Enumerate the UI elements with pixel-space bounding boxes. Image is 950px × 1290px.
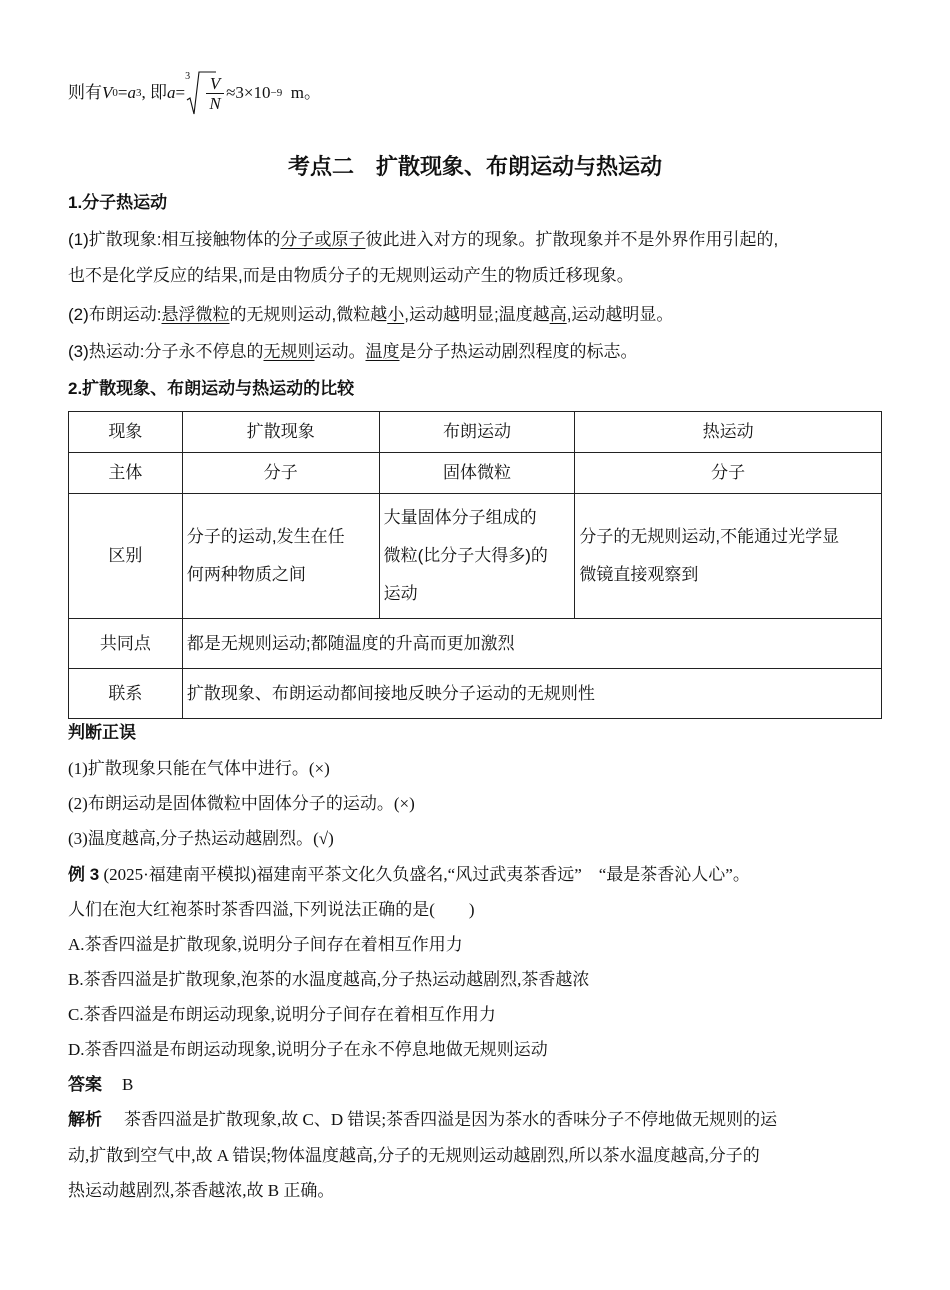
formula-prefix: 则有 — [68, 83, 102, 102]
table-header-cell: 扩散现象 — [182, 412, 379, 453]
formula-approx: ≈3×10 — [226, 83, 271, 102]
answer-line — [68, 1074, 882, 1096]
text-segment: 运动。 — [314, 342, 366, 361]
formula-unit: m。 — [282, 83, 321, 102]
underlined-term: 高 — [549, 305, 567, 324]
formula-v0-sub: 0 — [112, 87, 118, 99]
cube-root-sign — [186, 70, 216, 116]
formula-a2: a — [166, 83, 176, 102]
section-title: 考点二 扩散现象、布朗运动与热运动 — [287, 154, 662, 179]
text-segment: 是分子热运动剧烈程度的标志。 — [399, 342, 638, 361]
text-segment: ,运动越明显。 — [566, 305, 674, 324]
radical-icon — [186, 70, 216, 116]
text-segment: (2)布朗运动: — [68, 305, 162, 324]
text-segment: 的无规则运动,微粒越 — [229, 305, 388, 324]
formula-v0-var: V — [102, 83, 113, 102]
s1-paragraph-3 — [68, 341, 882, 363]
fraction-numerator: V — [209, 73, 221, 93]
cell-line: 分子的无规则运动,不能通过光学显 — [579, 527, 840, 546]
table-row — [69, 494, 882, 619]
judge-title: 判断正误 — [68, 723, 136, 742]
table-row — [69, 453, 882, 494]
cell-line: 分子的运动,发生在任 — [186, 527, 345, 546]
table-cell: 共同点 — [69, 619, 183, 669]
underlined-term: 温度 — [365, 342, 400, 361]
analysis-line-1 — [68, 1109, 882, 1131]
s1-paragraph-1 — [68, 229, 882, 251]
table-cell — [575, 494, 882, 619]
table-cell: 联系 — [69, 669, 183, 719]
underlined-term: 分子或原子 — [280, 230, 366, 249]
root-index: 3 — [185, 71, 191, 82]
cell-line: 大量固体分子组成的 — [383, 508, 537, 527]
text-segment: ,运动越明显;温度越 — [404, 305, 550, 324]
s1-title: 1.分子热运动 — [68, 193, 168, 212]
table-header-cell: 热运动 — [575, 412, 882, 453]
table-cell — [182, 494, 379, 619]
fraction-denominator: N — [209, 93, 221, 113]
underlined-term: 悬浮微粒 — [161, 305, 230, 324]
answer-value: B — [122, 1075, 134, 1094]
option-a: A.茶香四溢是扩散现象,说明分子间存在着相互作用力 — [68, 935, 463, 954]
text-segment: (1)扩散现象:相互接触物体的 — [68, 230, 281, 249]
cell-line: 微粒(比分子大得多)的 — [383, 546, 548, 565]
option-d: D.茶香四溢是布朗运动现象,说明分子在永不停息地做无规则运动 — [68, 1040, 548, 1059]
table-header-row — [69, 412, 882, 453]
example-line-1 — [68, 864, 882, 886]
table-cell: 主体 — [69, 453, 183, 494]
table-cell: 区别 — [69, 494, 183, 619]
judge-item: (3)温度越高,分子热运动越剧烈。(√) — [68, 829, 334, 848]
table-cell: 都是无规则运动;都随温度的升高而更加激烈 — [182, 619, 881, 669]
table-header-cell: 现象 — [69, 412, 183, 453]
cell-line: 运动 — [383, 584, 418, 603]
formula-a1: a — [127, 83, 136, 102]
formula-a-exp: 3 — [135, 87, 142, 99]
cell-line: 何两种物质之间 — [186, 565, 306, 584]
s2-title: 2.扩散现象、布朗运动与热运动的比较 — [68, 379, 355, 398]
table-cell: 分子 — [182, 453, 379, 494]
text-segment: 彼此进入对方的现象。扩散现象并不是外界作用引起的, — [365, 230, 779, 249]
table-cell: 分子 — [575, 453, 882, 494]
formula-comma: , 即 — [141, 83, 167, 102]
analysis-line-2: 动,扩散到空气中,故 A 错误;物体温度越高,分子的无规则运动越剧烈,所以茶水温度越高,分子的 — [68, 1146, 760, 1165]
judge-item: (1)扩散现象只能在气体中进行。(×) — [68, 759, 330, 778]
option-b: B.茶香四溢是扩散现象,泡茶的水温度越高,分子热运动越剧烈,茶香越浓 — [68, 970, 590, 989]
analysis-line-3: 热运动越剧烈,茶香越浓,故 B 正确。 — [68, 1181, 335, 1200]
underlined-term: 无规则 — [263, 342, 315, 361]
answer-label: 答案 — [68, 1075, 102, 1094]
option-c: C.茶香四溢是布朗运动现象,说明分子间存在着相互作用力 — [68, 1005, 496, 1024]
formula-line — [68, 70, 882, 116]
table-header-cell: 布朗运动 — [379, 412, 575, 453]
table-row — [69, 669, 882, 719]
s1-paragraph-2 — [68, 304, 882, 326]
example-label: 例 3 — [68, 865, 100, 884]
example-text: (2025·福建南平模拟)福建南平茶文化久负盛名,“风过武夷茶香远” “最是茶香沁人心”。 — [99, 865, 750, 884]
table-cell: 扩散现象、布朗运动都间接地反映分子运动的无规则性 — [182, 669, 881, 719]
analysis-label: 解析 — [68, 1110, 102, 1129]
formula-eq1: = — [117, 83, 128, 102]
table-cell — [379, 494, 575, 619]
table-cell: 固体微粒 — [379, 453, 575, 494]
formula-exp: −9 — [270, 87, 283, 99]
cell-line: 微镜直接观察到 — [579, 565, 699, 584]
table-row — [69, 619, 882, 669]
comparison-table — [68, 411, 882, 719]
underlined-term: 小 — [387, 305, 405, 324]
formula-eq2: = — [175, 83, 186, 102]
text-segment: (3)热运动:分子永不停息的 — [68, 342, 264, 361]
analysis-text: 茶香四溢是扩散现象,故 C、D 错误;茶香四溢是因为茶水的香味分子不停地做无规则的运 — [124, 1110, 778, 1129]
example-line-2: 人们在泡大红袍茶时茶香四溢,下列说法正确的是( ) — [68, 900, 475, 919]
judge-item: (2)布朗运动是固体微粒中固体分子的运动。(×) — [68, 794, 415, 813]
s1-paragraph-1-cont: 也不是化学反应的结果,而是由物质分子的无规则运动产生的物质迁移现象。 — [68, 266, 634, 285]
